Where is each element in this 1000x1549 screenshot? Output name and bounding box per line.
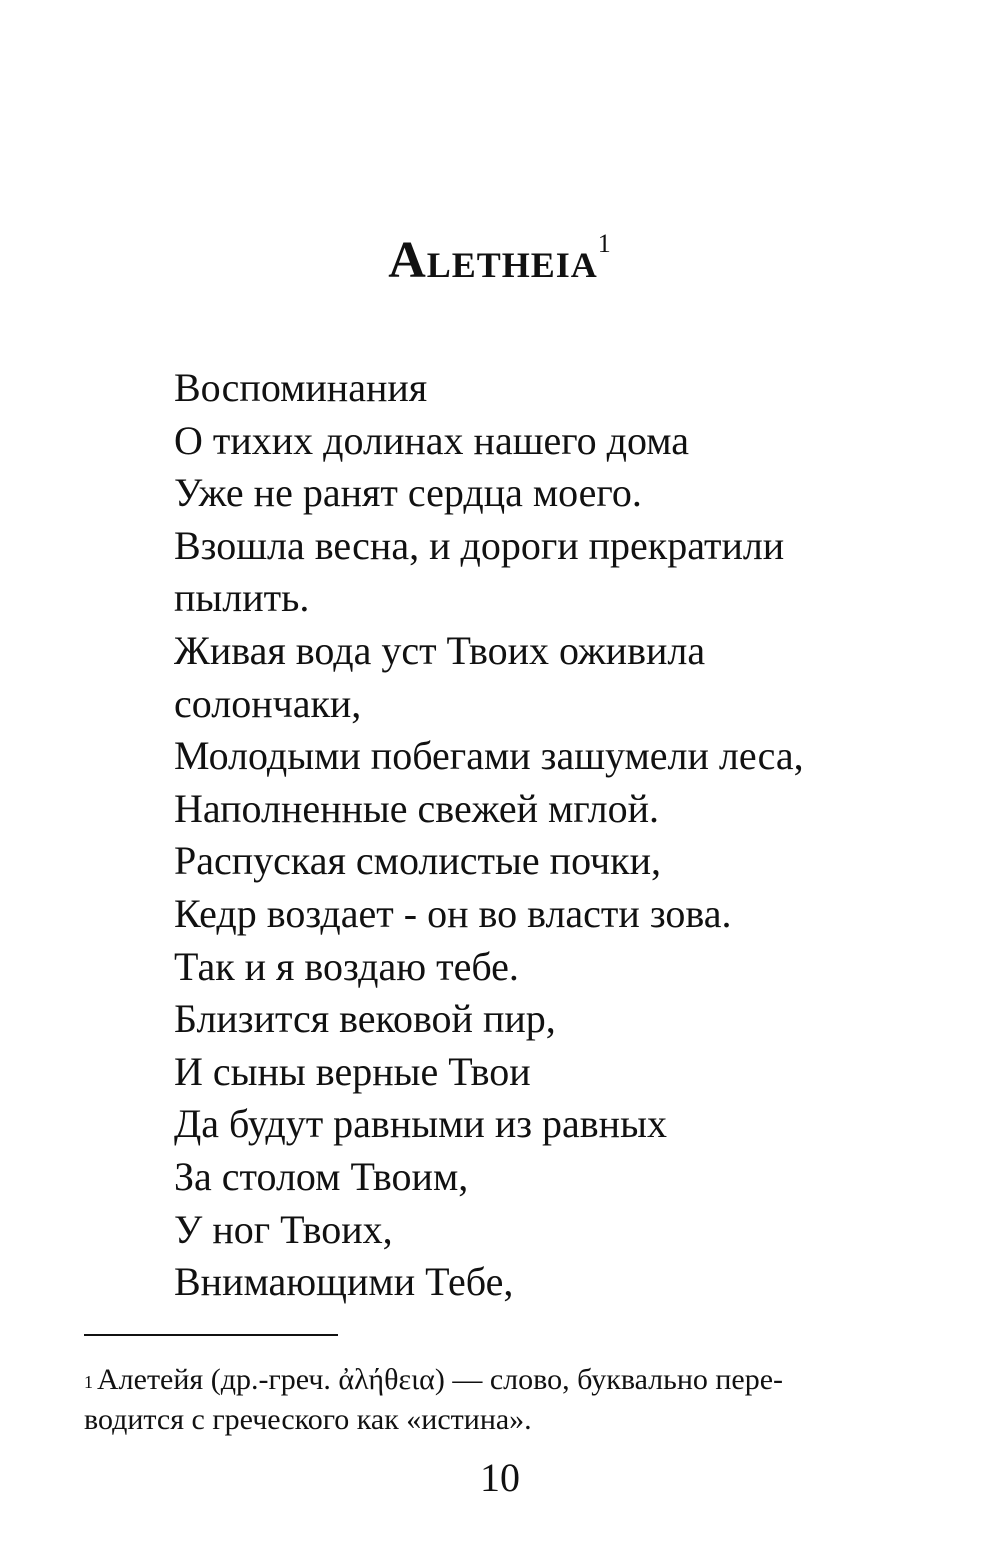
footnote-line-1 <box>84 1360 924 1400</box>
poem-line: Уже не ранят сердца моего. <box>174 470 642 516</box>
title-text: Aletheia <box>388 231 598 289</box>
poem-line: Так и я воздаю тебе. <box>174 943 519 989</box>
title-footnote-marker: 1 <box>597 228 612 258</box>
poem-line: Распуская смолистые почки, <box>174 838 661 884</box>
poem-line: Да будут равными из равных <box>174 1101 667 1147</box>
poem-line: Наполненные свежей мглой. <box>174 785 660 831</box>
page-number: 10 <box>480 1455 520 1500</box>
poem-line: У ног Твоих, <box>174 1206 393 1252</box>
poem-line: Живая вода уст Твоих оживила <box>174 627 706 673</box>
poem-line: И сыны верные Твои <box>174 1048 531 1094</box>
footnote-text-1: Алетейя (др.-греч. ἀλήθεια) — слово, буквально пере- <box>97 1363 784 1396</box>
poem-line: солончаки, <box>174 680 362 726</box>
footnote-divider <box>84 1334 338 1336</box>
footnote-marker: 1 <box>84 1372 93 1392</box>
footnote-text-2: водится с греческого как «истина». <box>84 1403 532 1436</box>
poem-line: Воспоминания <box>174 365 428 410</box>
poem-line: О тихих долинах нашего дома <box>174 417 690 463</box>
poem-body <box>174 362 934 1309</box>
poem-line: Внимающими Тебе, <box>174 1259 514 1305</box>
poem-line: пылить. <box>174 575 310 621</box>
poem-line: Взошла весна, и дороги прекратили <box>174 522 785 568</box>
poem-line: Кедр воздает - он во власти зова. <box>174 890 732 936</box>
poem-line: Близится вековой пир, <box>174 996 556 1042</box>
page-title <box>0 228 1000 289</box>
poem-line: Молодыми побегами зашумели леса, <box>174 733 804 779</box>
footnote <box>84 1360 924 1440</box>
poem-line: За столом Твоим, <box>174 1153 469 1199</box>
